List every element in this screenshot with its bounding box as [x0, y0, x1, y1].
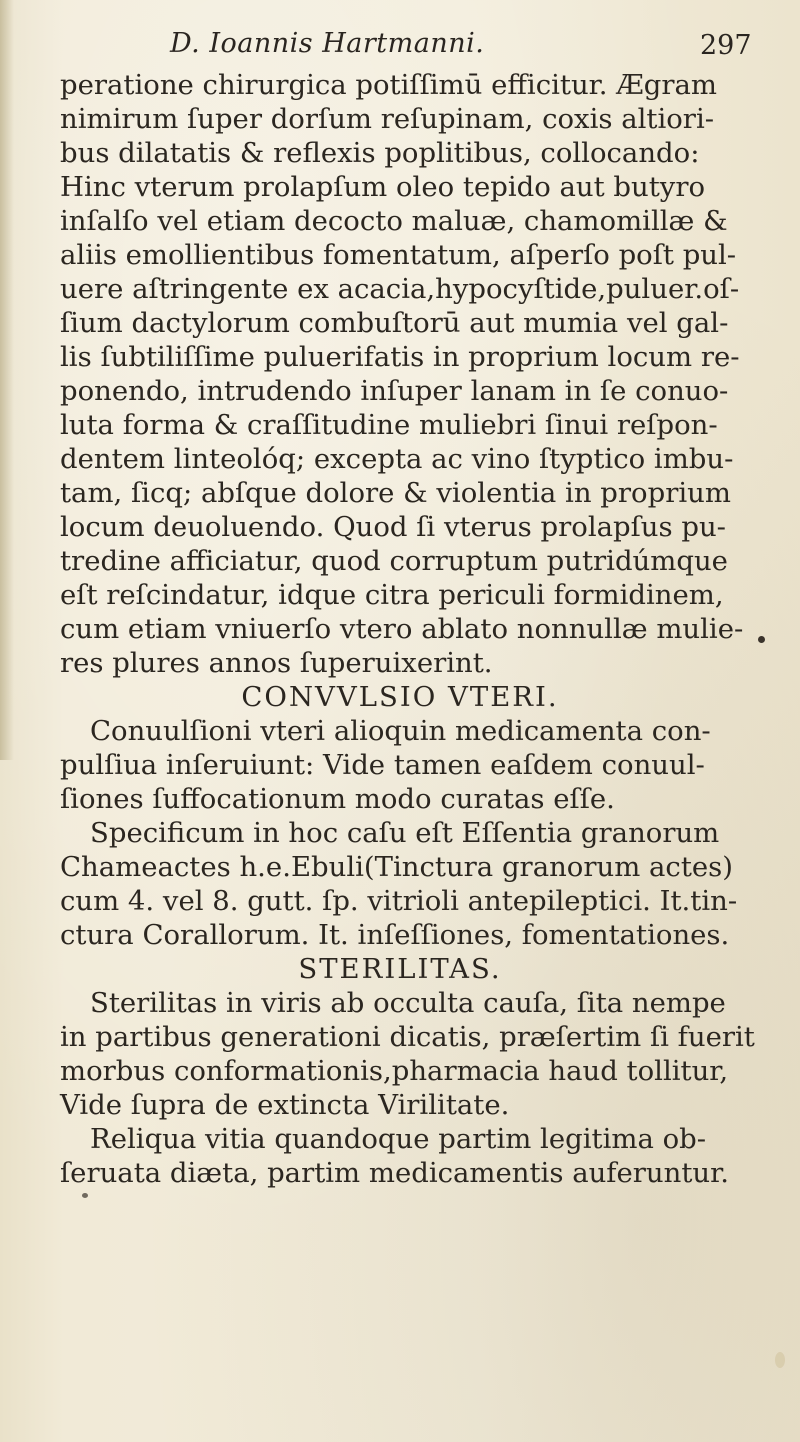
text-line: tam, ſicq; abſque dolore & violentia in proprium [60, 477, 731, 509]
text-line: Sterilitas in viris ab occulta cauſa, ſita nempe [90, 987, 726, 1019]
section-heading: STERILITAS. [298, 953, 502, 985]
text-line: aliis emollientibus fomentatum, aſperſo poſt pul- [60, 239, 737, 271]
text-line: dentem linteolóq; excepta ac vino ſtyptico imbu- [60, 443, 734, 475]
text-line: ſiones ſuffocationum modo curatas eſſe. [60, 783, 615, 815]
text-line: bus dilatatis & reflexis poplitibus, collocando: [60, 137, 700, 169]
text-line: lis ſubtiliſſime puluerifatis in proprium locum re- [60, 341, 740, 373]
text-line: inſalſo vel etiam decocto maluæ, chamomillæ & [60, 205, 728, 237]
text-line: Chameactes h.e.Ebuli(Tinctura granorum actes) [60, 851, 733, 883]
text-line: nimirum ſuper dorſum reſupinam, coxis altiori- [60, 103, 715, 135]
text-line: ponendo, intrudendo inſuper lanam in ſe conuo- [60, 375, 729, 407]
page-number: 297 [700, 30, 752, 61]
text-line: pulſiua inſeruiunt: Vide tamen eaſdem conuul- [60, 749, 705, 781]
text-line: in partibus generationi dicatis, præſertim ſi fuerit [60, 1021, 755, 1053]
text-line: uere aſtringente ex acacia,hypocyſtide,puluer.oſ- [60, 273, 740, 305]
text-line: locum deuoluendo. Quod ſi vterus prolapſus pu- [60, 511, 726, 543]
text-line: luta forma & craſſitudine muliebri ſinui reſpon- [60, 409, 718, 441]
text-line: Reliqua vitia quandoque partim legitima ob- [90, 1123, 707, 1155]
page-gutter-shadow [0, 0, 14, 760]
section-heading: CONVVLSIO VTERI. [241, 681, 559, 713]
ink-spot [758, 636, 765, 643]
text-line: cum 4. vel 8. gutt. ſp. vitrioli antepileptici. It.tin- [60, 885, 738, 917]
text-line: ctura Corallorum. It. inſeſſiones, fomentationes. [60, 919, 730, 951]
text-line: morbus conformationis,pharmacia haud tollitur, [60, 1055, 729, 1087]
paper-stain [775, 1352, 785, 1368]
text-line: res plures annos ſuperuixerint. [60, 647, 493, 679]
text-line: eſt reſcindatur, idque citra periculi formidinem, [60, 579, 724, 611]
text-line: Specificum in hoc caſu eſt Eſſentia granorum [90, 817, 720, 849]
ink-spot [82, 1193, 88, 1198]
text-line: Hinc vterum prolapſum oleo tepido aut butyro [60, 171, 706, 203]
text-line: Conuulſioni vteri alioquin medicamenta con- [90, 715, 711, 747]
text-line: Vide ſupra de extincta Virilitate. [60, 1089, 510, 1121]
running-title: D. Ioannis Hartmanni. [170, 28, 485, 59]
text-line: peratione chirurgica potiſſimū efficitur. Ægram [60, 69, 718, 101]
page-header [0, 28, 800, 68]
text-line: cum etiam vniuerſo vtero ablato nonnullæ mulie- [60, 613, 744, 645]
text-line: tredine afficiatur, quod corruptum putridúmque [60, 545, 728, 577]
text-line: ſium dactylorum combuſtorū aut mumia vel gal- [60, 307, 729, 339]
text-line: ſeruata diæta, partim medicamentis auferuntur. [60, 1157, 729, 1189]
